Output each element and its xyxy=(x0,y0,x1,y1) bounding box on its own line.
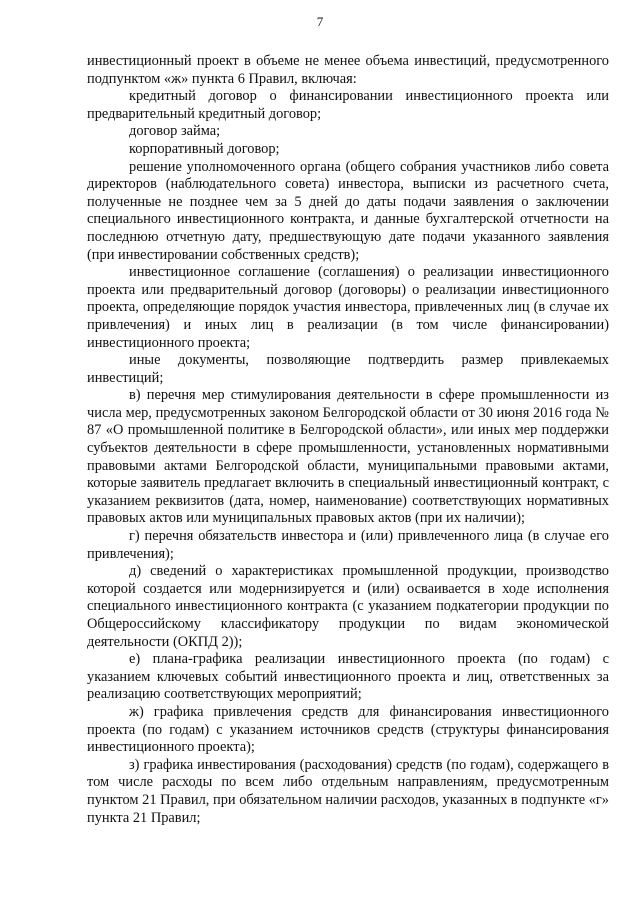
paragraph-item-v: в) перечня мер стимулирования деятельности в сфере промышленности из числа мер, предусмотренных законом Белгородской области от 30 июня 2016 года № 87 «О промышленной политике в Белгородской области», или иных мер поддержки субъектов деятельности в сфере промышленности, установленных нормативными правовыми актами Белгородской области, муниципальными правовыми актами, которые заявитель предлагает включить в специальный инвестиционный контракт, с указанием реквизитов (дата, номер, наименование) соответствующих нормативных правовых актов или муниципальных правовых актов (при их наличии); xyxy=(87,387,609,527)
paragraph-authorized-body-decision: решение уполномоченного органа (общего собрания участников либо совета директоров (наблюдательного совета) инвестора, выписки из расчетного счета, полученные не позднее чем за 5 дней до даты подачи заявления о заключении специального инвестиционного контракта, и данные бухгалтерской отчетности на последнюю отчетную дату, предшествующую дате подачи указанного заявления (при инвестировании собственных средств); xyxy=(87,158,609,263)
paragraph-credit-agreement: кредитный договор о финансировании инвестиционного проекта или предварительный кредитный договор; xyxy=(87,88,609,122)
paragraph-investment-agreement: инвестиционное соглашение (соглашения) о реализации инвестиционного проекта или предварительный договор (договоры) о реализации инвестиционного проекта, определяющие порядок участия инвестора, привлеченных лиц (в случае их привлечения) и иных лиц в реализации (в том числе финансировании) инвестиционного проекта; xyxy=(87,264,609,351)
paragraph-item-zh: ж) графика привлечения средств для финансирования инвестиционного проекта (по годам) с указанием источников средств (структуры финансирования инвестиционного проекта); xyxy=(87,703,609,756)
paragraph-item-e: е) плана-графика реализации инвестиционного проекта (по годам) с указанием ключевых событий инвестиционного проекта и лиц, ответственных за реализацию соответствующих мероприятий; xyxy=(87,651,609,703)
paragraph-loan-agreement: договор займа; xyxy=(129,123,221,140)
paragraph-item-g: г) перечня обязательств инвестора и (или) привлеченного лица (в случае его привлечения); xyxy=(87,528,609,562)
paragraph-item-z: з) графика инвестирования (расходования) средств (по годам), содержащего в том числе расходы по всем либо отдельным направлениям, предусмотренным пунктом 21 Правил, при обязательном наличии расходов, указанных в подпункте «г» пункта 21 Правил; xyxy=(87,756,609,826)
body-text xyxy=(87,53,609,827)
paragraph-other-documents: иные документы, позволяющие подтвердить размер привлекаемых инвестиций; xyxy=(87,352,609,386)
paragraph-corporate-agreement: корпоративный договор; xyxy=(129,140,280,157)
page-number: 7 xyxy=(316,14,324,29)
paragraph-continuation: инвестиционный проект в объеме не менее объема инвестиций, предусмотренного подпунктом «ж» пункта 6 Правил, включая: xyxy=(87,53,609,87)
paragraph-item-d: д) сведений о характеристиках промышленной продукции, производство которой создается или модернизируется и (или) осваивается в ходе исполнения специального инвестиционного контракта (с указанием подкатегории продукции по Общероссийскому классификатору продукции по видам экономической деятельности (ОКПД 2)); xyxy=(87,563,609,650)
